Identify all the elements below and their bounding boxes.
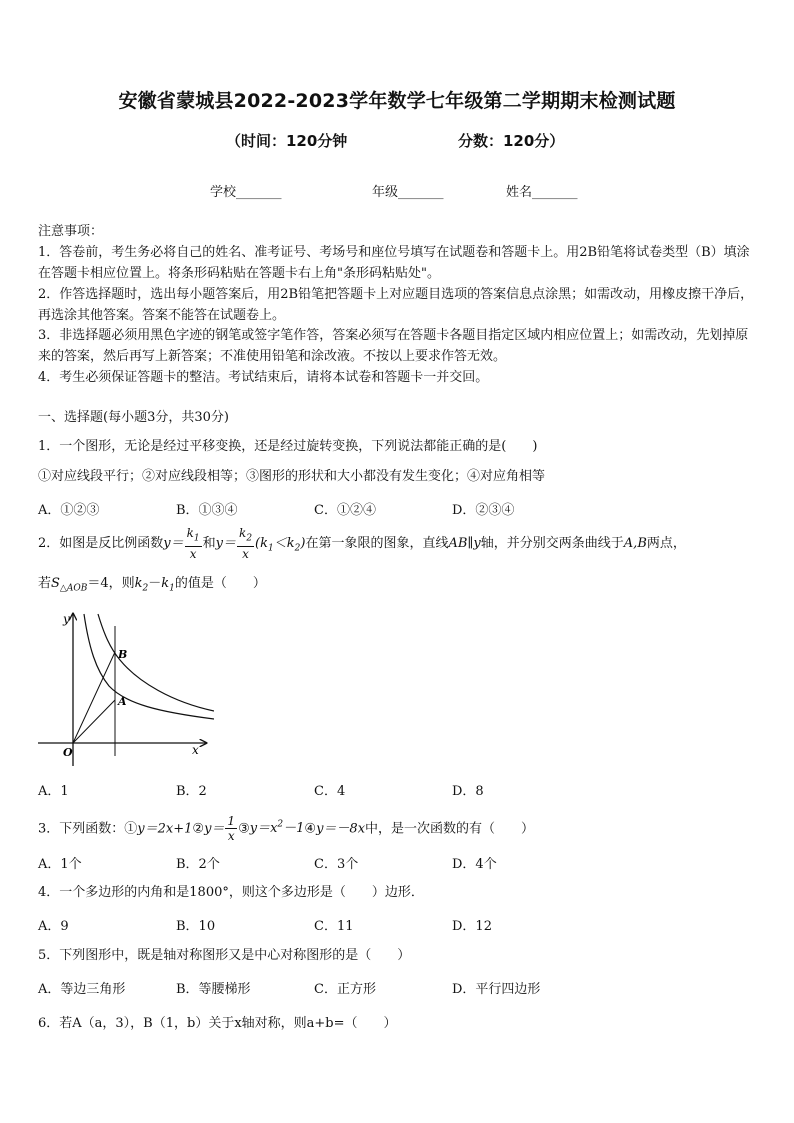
q2-and: 和 <box>202 536 216 551</box>
question-2-option-b[interactable]: B．2 <box>176 784 207 799</box>
graph-label-o: O <box>63 746 73 759</box>
question-1-statements: ①对应线段平行；②对应线段相等；③图形的形状和大小都没有发生变化；④对应角相等 <box>38 469 546 484</box>
question-3-option-d[interactable]: D．4个 <box>452 857 497 872</box>
q2-yaxis: y <box>473 536 481 551</box>
q2-ab2: A,B <box>623 536 647 551</box>
q2-text-2: 在第一象限的图象，直线 <box>305 536 449 551</box>
q2-parallel: ∥ <box>467 536 474 551</box>
q3-func-2-fraction <box>225 814 237 843</box>
q2-if: 若 <box>38 576 52 591</box>
graph-label-y: y <box>63 612 70 626</box>
question-2-option-c[interactable]: C．4 <box>314 784 346 799</box>
q3-func-4: y＝－8x <box>316 821 366 837</box>
segment-ob <box>73 652 115 743</box>
question-5-stem: 5．下列图形中，既是轴对称图形又是中心对称图形的是（ ） <box>38 948 411 963</box>
school-field[interactable]: 学校_______ <box>210 185 282 200</box>
q3-func-3: $y=x^2-1$ <box>249 820 305 837</box>
q2-k2-num: k <box>239 526 247 541</box>
question-6-stem: 6．若A（a，3），B（1，b）关于x轴对称，则a+b=（ ） <box>38 1016 397 1031</box>
question-3-option-b[interactable]: B．2个 <box>176 857 220 872</box>
page-title: 安徽省蒙城县2022-2023学年数学七年级第二学期期末检测试题 <box>118 90 676 112</box>
graph-label-a: A <box>118 695 127 708</box>
notice-item-3: 3．非选择题必须用黑色字迹的钢笔或签字笔作答，答案必须写在答题卡各题目指定区域内相应位置上；如需改动，先划掉原来的答案，然后再写上新答案；不准使用铅笔和涂改液。不按以上要求作答无效。 <box>38 328 749 364</box>
question-2-option-d[interactable]: D．8 <box>452 784 484 799</box>
question-3-stem <box>38 808 534 846</box>
q2-y-eq-2: y＝ <box>215 536 237 551</box>
graph-label-x: x <box>192 743 199 757</box>
question-3-option-a[interactable]: A．1个 <box>38 857 82 872</box>
q2-y-eq-1: y＝ <box>163 536 184 551</box>
q3-func-2-num: 1 <box>227 814 236 829</box>
q3-func-2-den: x <box>227 829 235 844</box>
question-4-option-d[interactable]: D．12 <box>452 919 492 934</box>
q2-text-4: 两点， <box>646 536 686 551</box>
q3-circ-4: ④ <box>304 821 317 837</box>
name-field[interactable]: 姓名_______ <box>506 185 578 200</box>
question-5-option-a[interactable]: A．等边三角形 <box>38 982 126 997</box>
question-1-option-c[interactable]: C．①②④ <box>314 503 376 518</box>
q3-circ-2: ② <box>192 821 205 837</box>
question-2-option-a[interactable]: A．1 <box>38 784 69 799</box>
exam-score: 分数：120分） <box>458 132 565 150</box>
q2-k1-num: k <box>186 526 194 541</box>
question-4-option-b[interactable]: B．10 <box>176 919 216 934</box>
question-5-option-b[interactable]: B．等腰梯形 <box>176 982 251 997</box>
q2-k1: $k_1$ <box>161 576 175 594</box>
question-5-option-c[interactable]: C．正方形 <box>314 982 376 997</box>
notice-heading: 注意事项： <box>38 224 104 239</box>
q3-text-1: 3．下列函数：① <box>38 821 138 837</box>
q2-fraction-k2 <box>237 526 254 560</box>
notice-item-1: 1．答卷前，考生务必将自己的姓名、准考证号、考场号和座位号填写在试题卷和答题卡上。用2B铅笔将试卷类型（B）填涂在答题卡相应位置上。将条形码粘贴在答题卡右上角"条形码粘贴处"。 <box>38 245 750 281</box>
q3-circ-3: ③ <box>238 821 250 837</box>
question-2-graph <box>34 608 214 768</box>
question-3-option-c[interactable]: C．3个 <box>314 857 359 872</box>
exam-time: （时间：120分钟 <box>226 132 348 150</box>
q2-k2-sub: 2 <box>246 533 253 544</box>
notice-item-2: 2．作答选择题时，选出每小题答案后，用2B铅笔把答题卡上对应题目选项的答案信息点涂黑；如需改动，用橡皮擦干净后，再选涂其他答案。答案不能答在试题卷上。 <box>38 287 754 323</box>
question-4-option-a[interactable]: A．9 <box>38 919 69 934</box>
q3-func-1: y＝2x+1 <box>137 821 193 837</box>
question-5-option-d[interactable]: D．平行四边形 <box>452 982 541 997</box>
q2-s-symbol: S <box>51 576 60 591</box>
question-4-stem: 4．一个多边形的内角和是1800°，则这个多边形是（ ）边形． <box>38 885 424 900</box>
question-2-stem-line-2 <box>38 574 266 599</box>
notice-item-4: 4．考生必须保证答题卡的整洁。考试结束后，请将本试卷和答题卡一并交回。 <box>38 370 489 385</box>
q2-condition: $(k_1<k_2)$ <box>255 536 306 554</box>
q2-value-of: 的值是（ ） <box>174 576 266 591</box>
grade-field[interactable]: 年级_______ <box>372 185 444 200</box>
question-1-option-a[interactable]: A．①②③ <box>38 503 100 518</box>
q2-k1-den: x <box>189 546 197 561</box>
q2-k2-den: x <box>242 546 249 561</box>
question-4-option-c[interactable]: C．11 <box>314 919 354 934</box>
graph-label-b: B <box>118 648 128 661</box>
q2-s-sub: △AOB <box>59 583 88 594</box>
question-2-stem <box>38 526 686 567</box>
question-1-option-d[interactable]: D．②③④ <box>452 503 515 518</box>
q2-eq4: ＝4，则 <box>87 576 135 591</box>
q2-fraction-k1 <box>185 526 202 560</box>
q2-text-1: 2．如图是反比例函数 <box>38 536 164 551</box>
q2-k1-sub: 1 <box>193 533 200 544</box>
segment-oa <box>73 700 115 743</box>
q2-ab: AB <box>448 536 468 551</box>
q3-func-2-lhs: y＝ <box>204 821 225 837</box>
q2-minus: － <box>148 576 162 591</box>
q2-text-3: 轴，并分别交两条曲线于 <box>480 536 624 551</box>
q3-text-2: 中，是一次函数的有（ ） <box>365 821 535 837</box>
question-1-option-b[interactable]: B．①③④ <box>176 503 238 518</box>
question-1-stem: 1．一个图形，无论是经过平移变换，还是经过旋转变换，下列说法都能正确的是( ) <box>38 439 538 454</box>
q2-k2: $k_2$ <box>134 576 149 594</box>
section-heading: 一、选择题(每小题3分，共30分) <box>38 410 229 425</box>
